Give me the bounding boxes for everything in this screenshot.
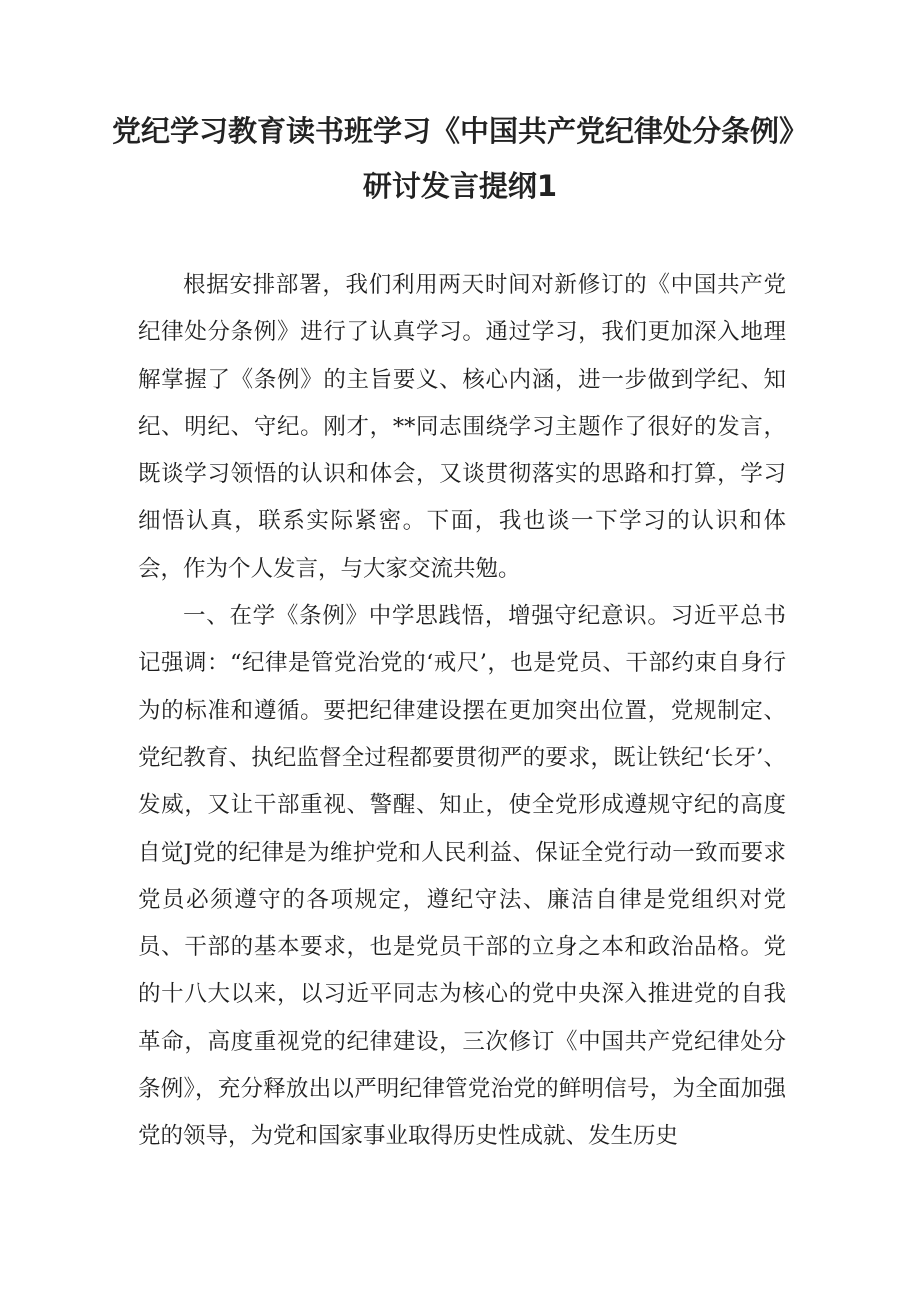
document-title-line-2: 研讨发言提纲1	[362, 169, 558, 203]
document-body	[138, 262, 786, 1161]
paragraph-section-1: 一、在学《条例》中学思践悟，增强守纪意识。习近平总书记强调：“纪律是管党治党的‘戒尺’，也是党员、干部约束自身行为的标准和遵循。要把纪律建设摆在更加突出位置，党规制定、党纪教育、执纪监督全过程都要贯彻严的要求，既让铁纪‘长牙’、发威，又让干部重视、警醒、知止，使全党形成遵规守纪的高度自觉J党的纪律是为维护党和人民利益、保证全党行动一致而要求党员必须遵守的各项规定，遵纪守法、廉洁自律是党组织对党员、干部的基本要求，也是党员干部的立身之本和政治品格。党的十八大以来，以习近平同志为核心的党中央深入推进党的自我革命，高度重视党的纪律建设，三次修订《中国共产党纪律处分条例》，充分释放出以严明纪律管党治党的鲜明信号，为全面加强党的领导，为党和国家事业取得历史性成就、发生历史	[138, 603, 786, 1150]
paragraph-intro: 根据安排部署，我们利用两天时间对新修订的《中国共产党纪律处分条例》进行了认真学习。通过学习，我们更加深入地理解掌握了《条例》的主旨要义、核心内涵，进一步做到学纪、知纪、明纪、守纪。刚才，**同志围绕学习主题作了很好的发言，既谈学习领悟的认识和体会，又谈贯彻落实的思路和打算，学习细悟认真，联系实际紧密。下面，我也谈一下学习的认识和体会，作为个人发言，与大家交流共勉。	[138, 272, 786, 582]
document-title-line-1: 党纪学习教育读书班学习《中国共产党纪律处分条例》	[111, 114, 808, 148]
